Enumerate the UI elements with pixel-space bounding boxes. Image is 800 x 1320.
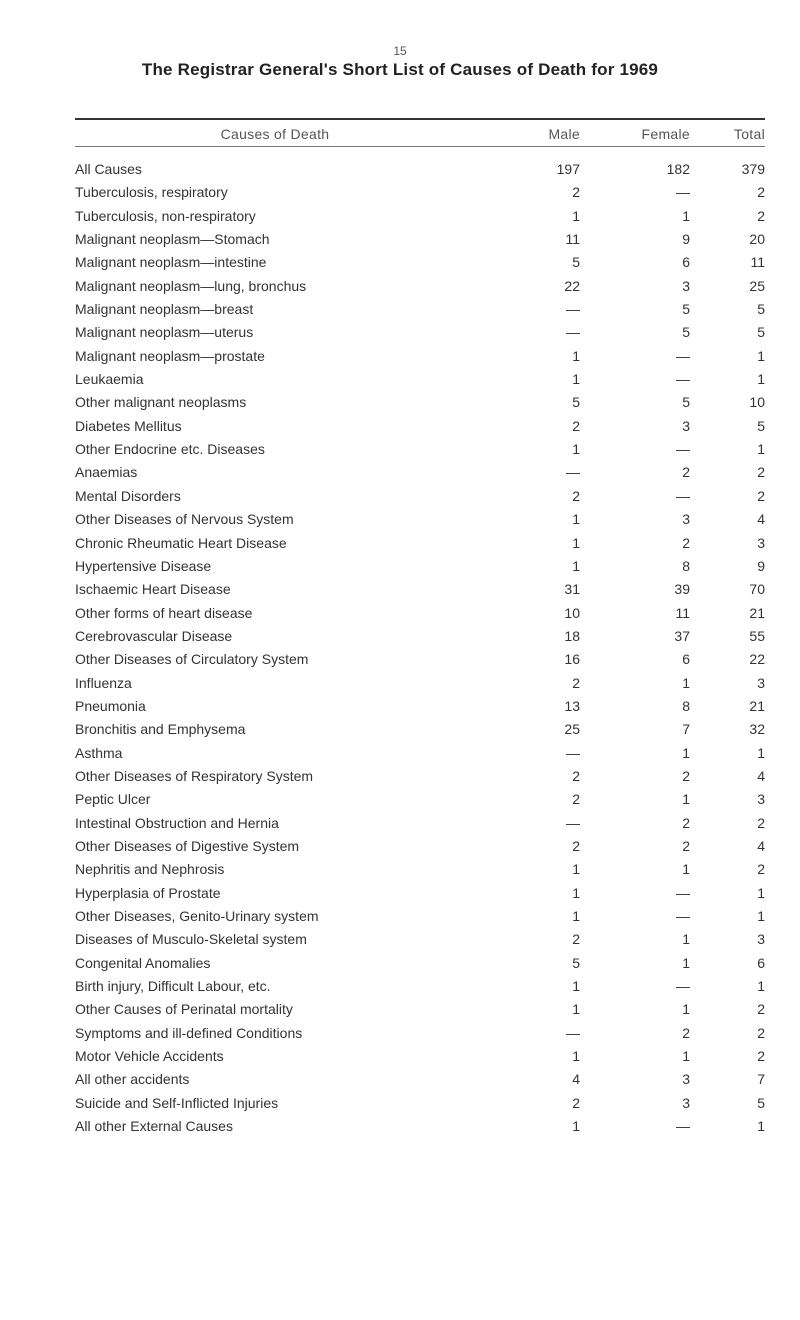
cause-label: Other Diseases of Digestive System [75,837,300,854]
cause-label: Other malignant neoplasms [75,394,247,411]
female-count: 1 [682,931,690,948]
male-count: 1 [572,908,580,924]
total-count: 5 [757,301,765,318]
male-count: 1 [572,1048,580,1065]
table-row [75,251,765,274]
male-count: 2 [572,417,580,434]
total-count: 4 [757,511,765,528]
table-row [75,1022,765,1045]
total-count: 55 [749,627,765,644]
female-count: 5 [682,324,690,341]
total-count: 21 [749,604,765,621]
total-count: 32 [749,721,765,738]
female-count: 6 [682,254,690,271]
cause-label: Birth injury, Difficult Labour, etc. [75,978,271,995]
female-count: 11 [675,604,690,621]
female-count: 39 [674,581,690,598]
cause-label: Malignant neoplasm—uterus [75,324,254,341]
female-count: — [676,1118,690,1135]
female-count: 1 [682,791,690,808]
male-count: 4 [572,1071,580,1088]
total-count: 1 [757,884,765,901]
cause-label: Ischaemic Heart Disease [75,581,231,598]
table-row [75,391,765,414]
total-count: 70 [749,581,765,598]
female-count: 5 [682,301,690,318]
table-row [75,928,765,951]
total-count: 7 [757,1071,765,1088]
male-count: 18 [564,627,580,644]
cause-label: Diseases of Musculo-Skeletal system [75,931,307,948]
female-count: 8 [682,557,690,574]
male-count: 5 [572,254,580,271]
total-count: 25 [749,277,765,294]
male-count: 2 [572,767,580,784]
table-row [75,672,765,695]
cause-label: Hyperplasia of Prostate [75,884,221,901]
table-row [75,742,765,765]
total-count: 6 [757,954,765,971]
total-count: 4 [757,767,765,784]
table-row [75,555,765,578]
male-count: 13 [564,697,580,714]
table-row [75,1068,765,1091]
header-male: Male [548,126,580,142]
female-count: — [676,978,690,995]
table-row [75,181,765,204]
male-count: 1 [572,978,580,995]
cause-label: Tuberculosis, respiratory [75,184,228,201]
total-count: 1 [757,347,765,364]
cause-label: Malignant neoplasm—intestine [75,254,267,271]
total-count: 3 [757,534,765,551]
total-count: 2 [757,487,765,504]
male-count: 1 [572,371,580,388]
male-count: 1 [572,884,580,901]
table-row [75,485,765,508]
total-count: 2 [757,464,765,481]
total-count: 21 [749,697,765,714]
female-count: 8 [682,697,690,714]
total-count: 22 [749,651,765,668]
header-total: Total [733,126,765,142]
cause-label: Motor Vehicle Accidents [75,1048,224,1065]
cause-label: Influenza [75,674,132,691]
female-count: — [676,884,690,901]
male-count: 11 [565,231,580,248]
female-count: 2 [682,814,690,831]
cause-label: Bronchitis and Emphysema [75,721,246,738]
cause-label: Nephritis and Nephrosis [75,861,225,878]
table-row [75,648,765,671]
table-row [75,461,765,484]
cause-label: Intestinal Obstruction and Hernia [75,814,279,831]
cause-label: Symptoms and ill-defined Conditions [75,1024,303,1041]
male-count: — [566,1024,580,1041]
table-row [75,1115,765,1138]
total-count: 2 [757,1048,765,1065]
female-count: 3 [682,1094,690,1111]
cause-label: Hypertensive Disease [75,557,212,574]
table-row [75,858,765,881]
male-count: 1 [572,207,580,224]
total-count: 1 [757,744,765,761]
total-count: 1 [757,371,765,388]
cause-label: Pneumonia [75,697,146,714]
male-count: 2 [572,674,580,691]
total-count: 9 [757,557,765,574]
total-count: 20 [749,231,765,248]
female-count: 3 [682,417,690,434]
causes-table [75,158,765,1138]
male-count: 22 [564,277,580,294]
cause-label: Peptic Ulcer [75,791,151,808]
female-count: 182 [666,161,690,177]
cause-label: All other External Causes [75,1118,233,1135]
female-count: 5 [682,394,690,411]
total-count: 1 [757,908,765,924]
table-row [75,438,765,461]
cause-label: Chronic Rheumatic Heart Disease [75,534,287,551]
cause-label: Anaemias [75,464,138,481]
total-count: 2 [757,814,765,831]
table-row [75,158,765,181]
table-row [75,415,765,438]
male-count: 1 [572,534,580,551]
cause-label: Malignant neoplasm—breast [75,301,254,318]
table-row [75,368,765,391]
total-count: 1 [757,441,765,458]
table-row [75,508,765,531]
male-count: 1 [572,861,580,878]
male-count: 1 [572,557,580,574]
header-female: Female [641,126,690,142]
table-row [75,695,765,718]
cause-label: Congenital Anomalies [75,954,211,971]
table-row [75,998,765,1021]
cause-label: Other Diseases of Circulatory System [75,651,309,668]
total-count: 379 [741,161,765,177]
female-count: 3 [682,277,690,294]
table-row [75,602,765,625]
table-row [75,882,765,905]
female-count: 6 [682,651,690,668]
male-count: 16 [564,651,580,668]
cause-label: Diabetes Mellitus [75,417,182,434]
total-count: 3 [757,791,765,808]
page-number: 15 [393,44,407,58]
table-row [75,298,765,321]
table-row [75,975,765,998]
female-count: 9 [682,231,690,248]
female-count: 1 [682,1048,690,1065]
female-count: 2 [682,767,690,784]
male-count: — [566,464,580,481]
male-count: 1 [572,441,580,458]
cause-label: Malignant neoplasm—Stomach [75,231,270,248]
total-count: 2 [757,207,765,224]
table-row [75,275,765,298]
cause-label: All Causes [75,161,142,177]
cause-label: Other Endocrine etc. Diseases [75,441,265,458]
male-count: 2 [572,837,580,854]
female-count: — [676,347,690,364]
female-count: 1 [682,674,690,691]
male-count: 2 [572,931,580,948]
female-count: 2 [682,837,690,854]
female-count: 3 [682,511,690,528]
male-count: 2 [572,487,580,504]
male-count: — [566,744,580,761]
total-count: 4 [757,837,765,854]
female-count: 2 [682,1024,690,1041]
male-count: 2 [572,791,580,808]
female-count: 37 [674,627,690,644]
table-top-rule [75,118,765,120]
male-count: 25 [564,721,580,738]
female-count: 1 [682,744,690,761]
female-count: 1 [682,861,690,878]
table-row [75,1092,765,1115]
total-count: 5 [757,417,765,434]
female-count: 2 [682,464,690,481]
cause-label: Leukaemia [75,371,144,388]
male-count: 5 [572,954,580,971]
female-count: — [676,371,690,388]
table-row [75,578,765,601]
table-row [75,625,765,648]
cause-label: Other Diseases, Genito-Urinary system [75,908,319,924]
cause-label: Other Diseases of Respiratory System [75,767,314,784]
total-count: 3 [757,931,765,948]
page-title: The Registrar General's Short List of Causes of Death for 1969 [141,60,659,79]
total-count: 5 [757,1094,765,1111]
female-count: 1 [682,207,690,224]
total-count: 5 [757,324,765,341]
total-count: 11 [750,254,765,271]
cause-label: Cerebrovascular Disease [75,627,233,644]
cause-label: Mental Disorders [75,487,181,504]
male-count: — [566,301,580,318]
table-row [75,835,765,858]
cause-label: All other accidents [75,1071,190,1088]
male-count: 5 [572,394,580,411]
male-count: 1 [572,1001,580,1018]
female-count: 1 [682,954,690,971]
total-count: 2 [757,861,765,878]
cause-label: Other Causes of Perinatal mortality [75,1001,293,1018]
table-row [75,718,765,741]
total-count: 3 [757,674,765,691]
female-count: 7 [682,721,690,738]
male-count: 197 [556,161,580,177]
cause-label: Malignant neoplasm—lung, bronchus [75,277,307,294]
male-count: 1 [572,511,580,528]
female-count: — [676,184,690,201]
male-count: — [566,814,580,831]
male-count: 10 [564,604,580,621]
male-count: 2 [572,1094,580,1111]
table-row [75,812,765,835]
total-count: 2 [757,1001,765,1018]
table-row [75,532,765,555]
cause-label: Suicide and Self-Inflicted Injuries [75,1094,279,1111]
table-row [75,952,765,975]
header-cause: Causes of Death [220,126,330,142]
female-count: — [676,908,690,924]
male-count: 31 [564,581,580,598]
cause-label: Other forms of heart disease [75,604,253,621]
total-count: 1 [757,978,765,995]
total-count: 1 [757,1118,765,1135]
male-count: 2 [572,184,580,201]
cause-label: Malignant neoplasm—prostate [75,347,265,364]
male-count: — [566,324,580,341]
table-row [75,345,765,368]
table-row [75,1045,765,1068]
table-row [75,788,765,811]
table-row [75,321,765,344]
female-count: 1 [682,1001,690,1018]
female-count: 2 [682,534,690,551]
female-count: — [676,487,690,504]
female-count: — [676,441,690,458]
table-row [75,905,765,928]
cause-label: Tuberculosis, non-respiratory [75,207,256,224]
table-row [75,205,765,228]
female-count: 3 [682,1071,690,1088]
cause-label: Other Diseases of Nervous System [75,511,294,528]
table-row [75,765,765,788]
male-count: 1 [572,1118,580,1135]
total-count: 10 [749,394,765,411]
male-count: 1 [572,347,580,364]
total-count: 2 [757,184,765,201]
total-count: 2 [757,1024,765,1041]
cause-label: Asthma [75,744,123,761]
header-rule [75,146,765,147]
table-row [75,228,765,251]
